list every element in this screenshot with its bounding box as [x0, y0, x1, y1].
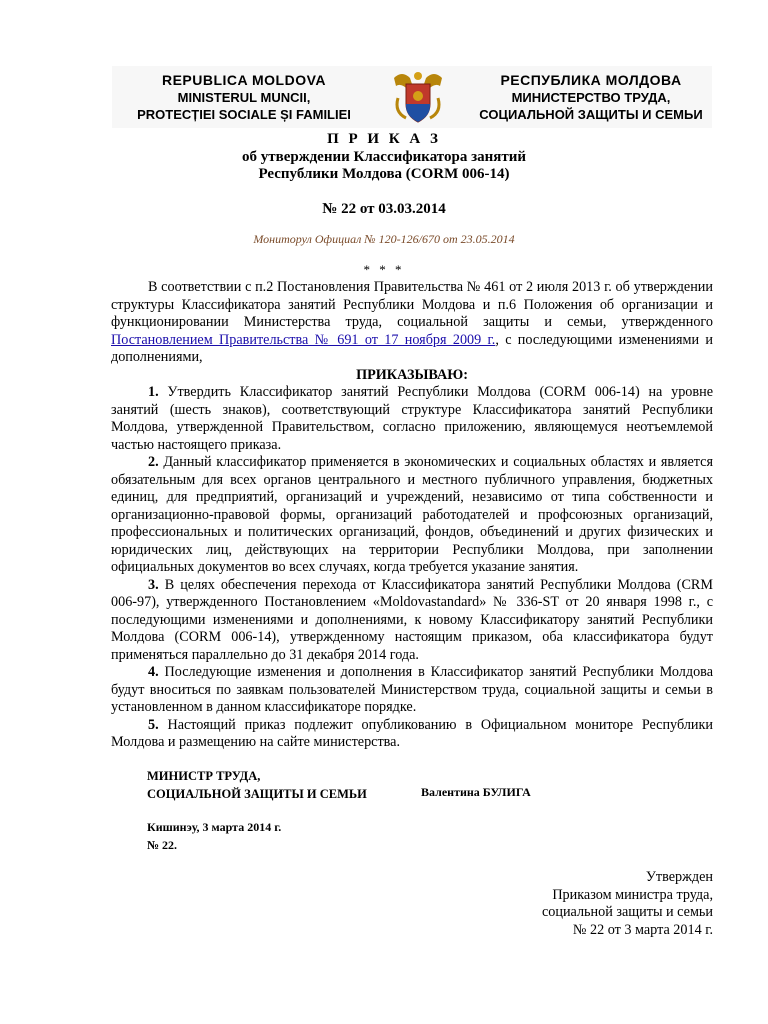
approval-line: № 22 от 3 марта 2014 г. [572, 921, 713, 938]
letterhead-ministry-ru: МИНИСТЕРСТВО ТРУДА, [511, 90, 671, 105]
order-number-line: № 22. [147, 838, 178, 852]
list-item [111, 664, 713, 717]
item-text: Настоящий приказ подлежит опубликованию в Официальном мониторе Республики Молдова и размещению на сайте министерства. [111, 716, 713, 750]
list-item [111, 454, 713, 577]
document-subtitle-2: Республики Молдова (CORM 006-14) [258, 166, 510, 182]
letterhead-country-ru: РЕСПУБЛИКА МОЛДОВА [500, 72, 682, 88]
item-text: Последующие изменения и дополнения в Классификатор занятий Республики Молдова будут вноситься по заявкам пользователей Министерством труда, социальной защиты и семьи в установленном в данном классификаторе порядке. [111, 664, 713, 715]
list-item [111, 577, 713, 665]
item-number: 1. [148, 384, 159, 400]
letterhead-ministry-ro-2: PROTECȚIEI SOCIALE ȘI FAMILIEI [137, 107, 351, 122]
coat-of-arms-icon [388, 68, 448, 126]
letterhead-ministry-ru-2: СОЦИАЛЬНОЙ ЗАЩИТЫ И СЕМЬИ [479, 107, 703, 122]
letterhead-ministry-ro: MINISTERUL MUNCII, [177, 90, 311, 105]
place-date-line: Кишинэу, 3 марта 2014 г. [147, 820, 282, 834]
list-item [111, 717, 713, 752]
separator-stars: * * * [363, 262, 405, 277]
letterhead-country-ro: REPUBLICA MOLDOVA [161, 72, 327, 88]
letterhead [112, 66, 712, 128]
approval-line: Приказом министра труда, [552, 886, 713, 903]
place-date [147, 818, 281, 854]
signatory-name: Валентина БУЛИГА [421, 785, 531, 799]
document-number: № 22 от 03.03.2014 [322, 201, 446, 217]
signature-title-line-2: СОЦИАЛЬНОЙ ЗАЩИТЫ И СЕМЬИ [147, 787, 367, 801]
signature-title-line: МИНИСТР ТРУДА, [147, 769, 261, 783]
item-text: В целях обеспечения перехода от Классификатора занятий Республики Молдова (CRM 006-97), утвержденного Постановлением «Moldovastandard» № 336-ST от 20 января 1998 г., с последующими изменениями и дополнениями, к новому Классификатору занятий Республики Молдова (CORM 006-14), утвержденному настоящим приказом, оба классификатора будут применяться параллельно до 31 декабря 2014 года. [111, 576, 713, 663]
document-subtitle: об утверждении Классификатора занятий [241, 149, 527, 165]
intro-paragraph [111, 279, 713, 367]
item-text: Данный классификатор применяется в экономических и социальных областях и является обязательным для всех органов центрального и местного публичного управления, бюджетных единиц, для предприятий, организаций и учреждений, независимо от типа собственности и организационно-правовой формы, организаций работодателей и профсоюзных организаций, профессиональных и политических организаций, фондов, объединений и других физических и юридических лиц, действующих на территории Республики Молдова, при заполнении официальных документов во всех случаях, когда требуется указание занятия. [111, 454, 713, 575]
item-number: 3. [148, 576, 159, 593]
signature-title [147, 767, 367, 803]
document-title: П Р И К А З [327, 131, 441, 147]
item-text: Утвердить Классификатор занятий Республики Молдова (CORM 006-14) на уровне занятий (шесть знаков), соответствующий структуре Классификатора занятий Республики Молдова, утвержденной Правительством, согласно приложению, являющемуся неотъемлемой частью настоящего приказа. [111, 384, 713, 453]
approval-line: социальной защиты и семьи [541, 904, 713, 920]
document-body [111, 279, 713, 752]
letterhead-right [478, 72, 704, 123]
approval-block [542, 869, 713, 939]
item-number: 4. [148, 664, 159, 680]
publication-reference: Мониторул Официал № 120-126/670 от 23.05.2014 [253, 232, 515, 246]
item-number: 5. [148, 716, 159, 733]
government-decision-link[interactable]: Постановлением Правительства № 691 от 17 ноября 2009 г. [111, 331, 496, 348]
item-number: 2. [148, 454, 159, 470]
intro-text: В соответствии с п.2 Постановления Правительства № 461 от 2 июля 2013 г. об утверждении структуры Классификатора занятий Республики Молдова и п.6 Положения об организации и функционировании Министерства труда, социальной защиты и семьи, утвержденного [111, 279, 713, 330]
approval-line: Утвержден [645, 869, 713, 885]
order-heading: ПРИКАЗЫВАЮ: [356, 366, 468, 383]
letterhead-left [134, 72, 354, 123]
list-item [111, 384, 713, 454]
intro-text-end: , с последующими изменениями и дополнениями, [111, 331, 714, 365]
